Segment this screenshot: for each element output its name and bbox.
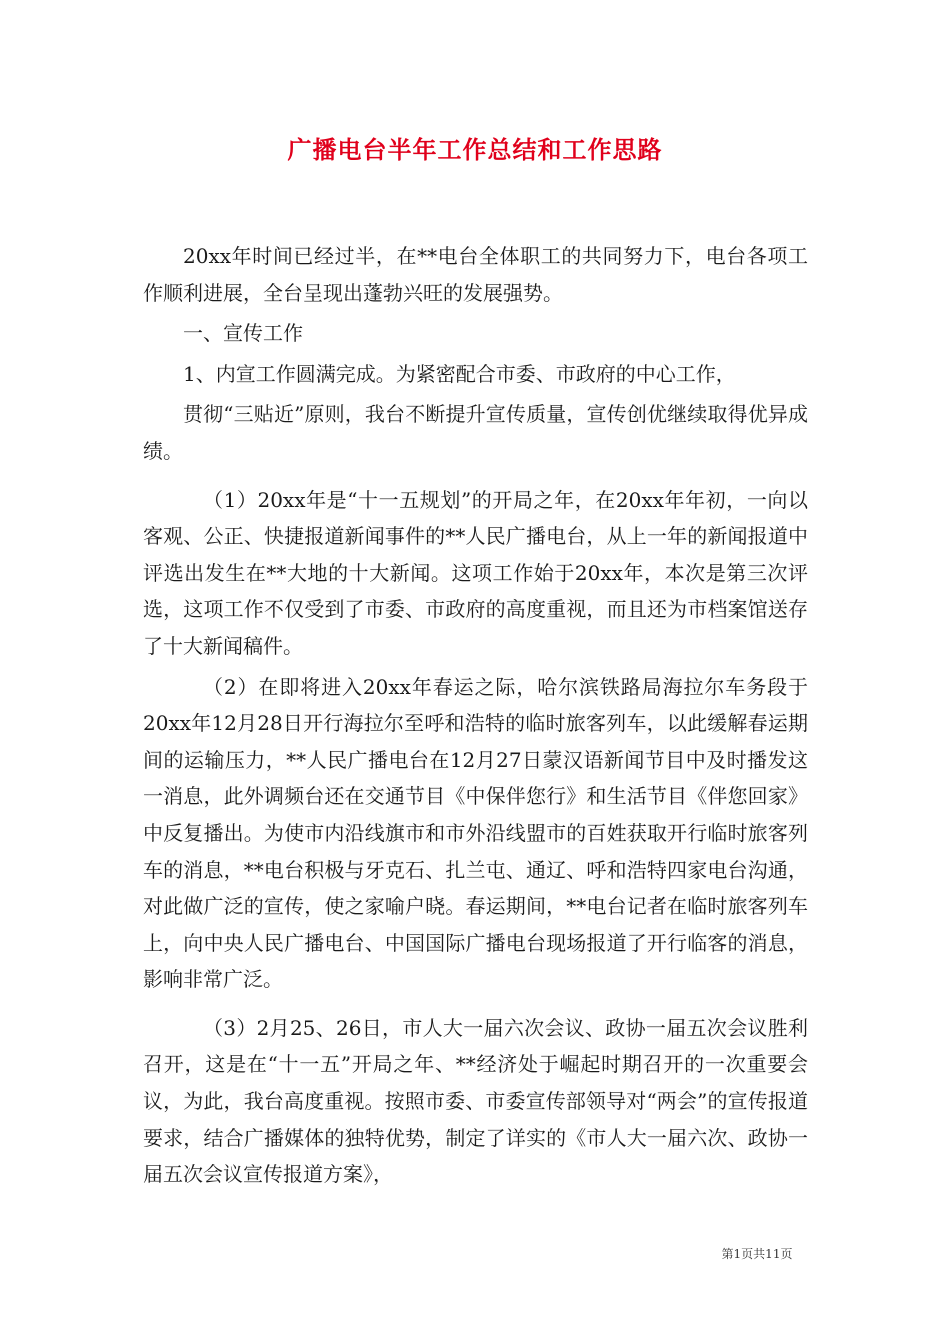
section-heading: 一、宣传工作 [183,321,303,346]
item-2-paragraph: （2）在即将进入20xx年春运之际，哈尔滨铁路局海拉尔车务段于20xx年12月28日开行海拉尔至呼和浩特的临时旅客列车，以此缓解春运期间的运输压力，**人民广播电台在12月27日蒙汉语新闻节目中及时播发这一消息，此外调频台还在交通节目《中保伴您行》和生活节目《伴您回家》中反复播出。为使市内沿线旗市和市外沿线盟市的百姓获取开行临时旅客列车的消息，**电台积极与牙克石、扎兰屯、通辽、呼和浩特四家电台沟通，对此做广泛的宣传，使之家喻户晓。春运期间，**电台记者在临时旅客列车上，向中央人民广播电台、中国国际广播电台现场报道了开行临客的消息，影响非常广泛。 [143,674,808,992]
document-body [143,238,808,1193]
subsection-paragraph: 贯彻“三贴近”原则，我台不断提升宣传质量，宣传创优继续取得优异成绩。 [143,402,808,463]
intro-paragraph: 20xx年时间已经过半，在**电台全体职工的共同努力下，电台各项工作顺利进展，全台呈现出蓬勃兴旺的发展强势。 [143,244,808,305]
item-1-paragraph: （1）20xx年是“十一五规划”的开局之年，在20xx年年初，一向以客观、公正、快捷报道新闻事件的**人民广播电台，从上一年的新闻报道中评选出发生在**大地的十大新闻。这项工作始于20xx年，本次是第三次评选，这项工作不仅受到了市委、市政府的高度重视，而且还为市档案馆送存了十大新闻稿件。 [143,487,808,658]
subsection-heading: 1、内宣工作圆满完成。为紧密配合市委、市政府的中心工作， [183,361,736,386]
page-footer [0,1245,950,1262]
item-3-paragraph: （3）2月25、26日，市人大一届六次会议、政协一届五次会议胜利召开，这是在“十一五”开局之年、**经济处于崛起时期召开的一次重要会议，为此，我台高度重视。按照市委、市委宣传部领导对“两会”的宣传报道要求，结合广播媒体的独特优势，制定了详实的《市人大一届六次、政协一届五次会议宣传报道方案》， [143,1015,808,1187]
page-number: 第1页共11页 [721,1247,793,1261]
document-title: 广播电台半年工作总结和工作思路 [287,135,663,164]
